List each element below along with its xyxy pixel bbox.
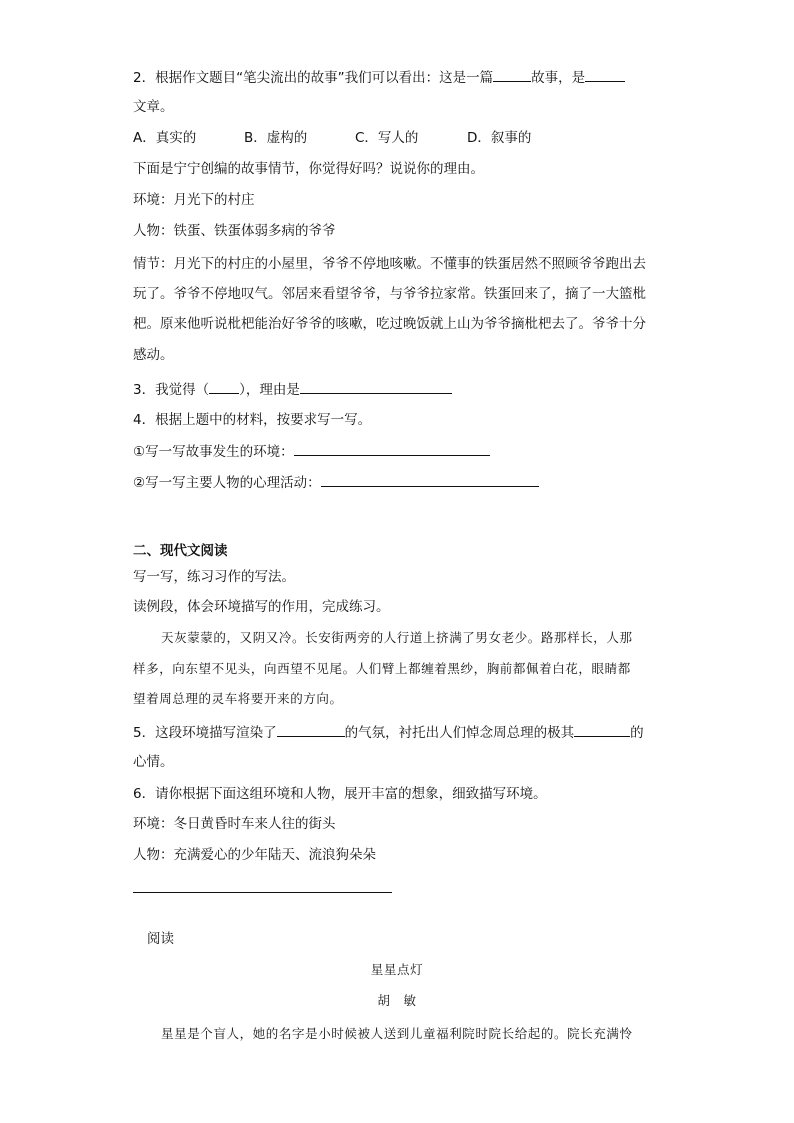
q2-option-d[interactable]: D．叙事的 — [467, 130, 532, 146]
reading-label: 阅读 — [147, 931, 174, 947]
passage-line-3: 望着周总理的灵车将要开来的方向。 — [133, 691, 343, 706]
section-line-1: 写一写，练习习作的写法。 — [133, 569, 295, 585]
section-line-2: 读例段，体会环境描写的作用，完成练习。 — [133, 599, 390, 615]
story-environment: 环境：月光下的村庄 — [133, 192, 255, 208]
story-plot-line-1: 情节：月光下的村庄的小屋里，爷爷不停地咳嗽。不懂事的铁蛋居然不照顾爷爷跑出去 — [133, 256, 646, 272]
story-characters: 人物：铁蛋、铁蛋体弱多病的爷爷 — [133, 223, 336, 239]
story-intro: 下面是宁宁创编的故事情节，你觉得好吗？说说你的理由。 — [133, 161, 484, 177]
q4-item-1: ①写一写故事发生的环境： — [133, 441, 490, 462]
q2-blank-2[interactable] — [585, 67, 625, 82]
q5-blank-mood[interactable] — [574, 722, 630, 737]
q4-blank-psychology[interactable] — [321, 472, 539, 487]
q3-line: 3．我觉得（ ），理由是 — [133, 379, 452, 400]
q6-prompt: 6．请你根据下面这组环境和人物，展开丰富的想象，细致描写环境。 — [133, 786, 547, 802]
reading-author: 胡 敏 — [377, 993, 417, 1008]
q2-option-a[interactable]: A．真实的 — [133, 130, 197, 146]
story-plot-line-3: 杷。原来他听说枇杷能治好爷爷的咳嗽，吃过晚饭就上山为爷爷摘枇杷去了。爷爷十分 — [133, 316, 646, 332]
section-heading: 二、现代文阅读 — [133, 543, 228, 559]
q5-line-2: 心情。 — [133, 754, 174, 770]
q2-line-1: 2．根据作文题目“笔尖流出的故事”我们可以看出：这是一篇 故事，是 — [133, 67, 625, 88]
q2-blank-1[interactable] — [493, 67, 531, 82]
reading-title: 星星点灯 — [370, 962, 424, 977]
story-plot-line-4: 感动。 — [133, 347, 174, 363]
passage-line-1: 天灰蒙蒙的，又阴又冷。长安街两旁的人行道上挤满了男女老少。路那样长，人那 — [161, 630, 633, 645]
q6-answer-line[interactable] — [133, 892, 392, 893]
q2-option-b[interactable]: B．虚构的 — [244, 130, 308, 146]
reading-first-line: 星星是个盲人，她的名字是小时候被人送到儿童福利院时院长给起的。院长充满怜 — [161, 1026, 633, 1041]
q2-options — [133, 128, 653, 148]
q6-environment: 环境：冬日黄昏时车来人往的街头 — [133, 816, 336, 832]
q2-line-2: 文章。 — [133, 99, 174, 115]
q6-characters: 人物：充满爱心的少年陆天、流浪狗朵朵 — [133, 847, 376, 863]
story-plot-line-2: 玩了。爷爷不停地叹气。邻居来看望爷爷，与爷爷拉家常。铁蛋回来了，摘了一大篮枇 — [133, 286, 646, 302]
q3-blank-reason[interactable] — [300, 379, 452, 394]
q5-blank-atmosphere[interactable] — [277, 722, 345, 737]
q4-prompt: 4．根据上题中的材料，按要求写一写。 — [133, 412, 372, 428]
passage-line-2: 样多，向东望不见头，向西望不见尾。人们臂上都缠着黑纱，胸前都佩着白花，眼睛都 — [133, 661, 631, 676]
q2-option-c[interactable]: C．写人的 — [355, 130, 419, 146]
q4-blank-environment[interactable] — [294, 441, 490, 456]
q3-blank-choice[interactable] — [209, 379, 239, 394]
q5-line-1: 5．这段环境描写渲染了 的气氛，衬托出人们悼念周总理的极其 的 — [133, 722, 644, 743]
q4-item-2: ②写一写主要人物的心理活动： — [133, 472, 539, 493]
